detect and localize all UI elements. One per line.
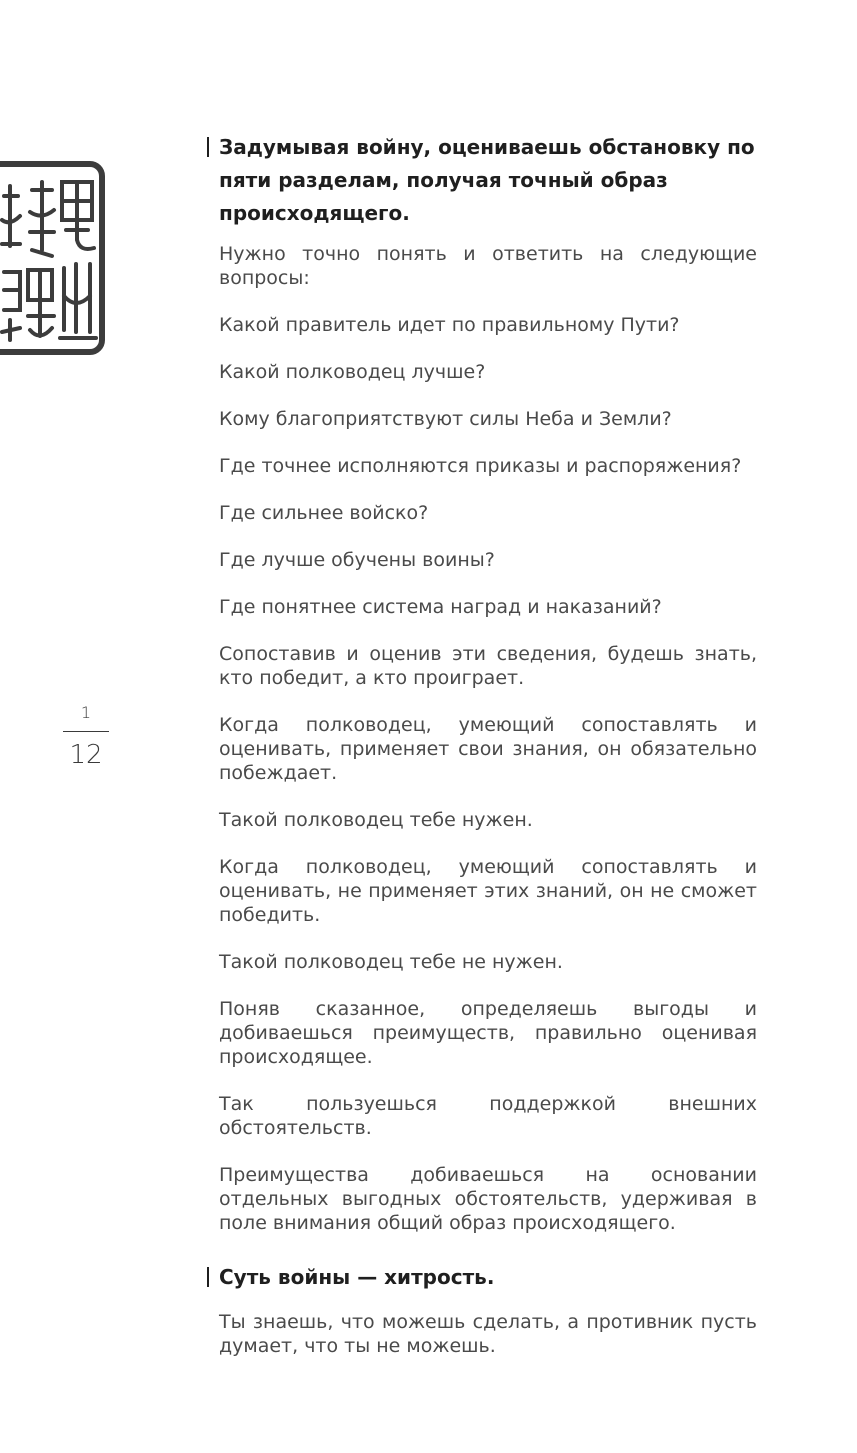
paragraph: Нужно точно понять и ответить на следующие вопросы: bbox=[219, 243, 757, 289]
paragraph: Какой полководец лучше? bbox=[219, 361, 486, 383]
paragraph: Ты знаешь, что можешь сделать, а противник пусть думает, что ты не можешь. bbox=[219, 1311, 757, 1357]
paragraph: Где сильнее войско? bbox=[219, 502, 429, 524]
chapter-number: 1 bbox=[80, 703, 92, 722]
paragraph: Поняв сказанное, определяешь выгоды и добиваешься преимуществ, правильно оценивая происходящее. bbox=[219, 998, 757, 1068]
paragraph: Где лучше обучены воины? bbox=[219, 549, 495, 571]
page-number: 12 bbox=[69, 740, 103, 770]
page-marker-divider bbox=[63, 731, 109, 732]
paragraph: Сопоставив и оценив эти сведения, будешь знать, кто победит, а кто проиграет. bbox=[219, 643, 757, 689]
paragraph: Где точнее исполняются приказы и распоряжения? bbox=[219, 455, 742, 477]
paragraph: Так пользуешься поддержкой внешних обстоятельств. bbox=[219, 1093, 757, 1139]
section-heading: Суть войны — хитрость. bbox=[219, 1261, 757, 1294]
paragraph: Преимущества добиваешься на основании отдельных выгодных обстоятельств, удерживая в поле внимания общий образ происходящего. bbox=[219, 1164, 757, 1234]
paragraph: Когда полководец, умеющий сопоставлять и оценивать, применяет свои знания, он обязательно побеждает. bbox=[219, 714, 757, 784]
paragraph: Такой полководец тебе нужен. bbox=[219, 809, 533, 831]
paragraph: Где понятнее система наград и наказаний? bbox=[219, 596, 662, 618]
section-heading: Задумывая войну, оцениваешь обстановку по пяти разделам, получая точный образ происходящего. bbox=[219, 131, 757, 230]
paragraph: Какой правитель идет по правильному Пути? bbox=[219, 314, 680, 336]
paragraph: Такой полководец тебе не нужен. bbox=[219, 951, 563, 973]
text-column bbox=[219, 131, 757, 1381]
seal-stamp-icon bbox=[0, 160, 106, 356]
paragraph: Когда полководец, умеющий сопоставлять и оценивать, не применяет этих знаний, он не сможет победить. bbox=[219, 856, 757, 926]
page-marker bbox=[63, 703, 109, 770]
paragraph: Кому благоприятствуют силы Неба и Земли? bbox=[219, 408, 672, 430]
